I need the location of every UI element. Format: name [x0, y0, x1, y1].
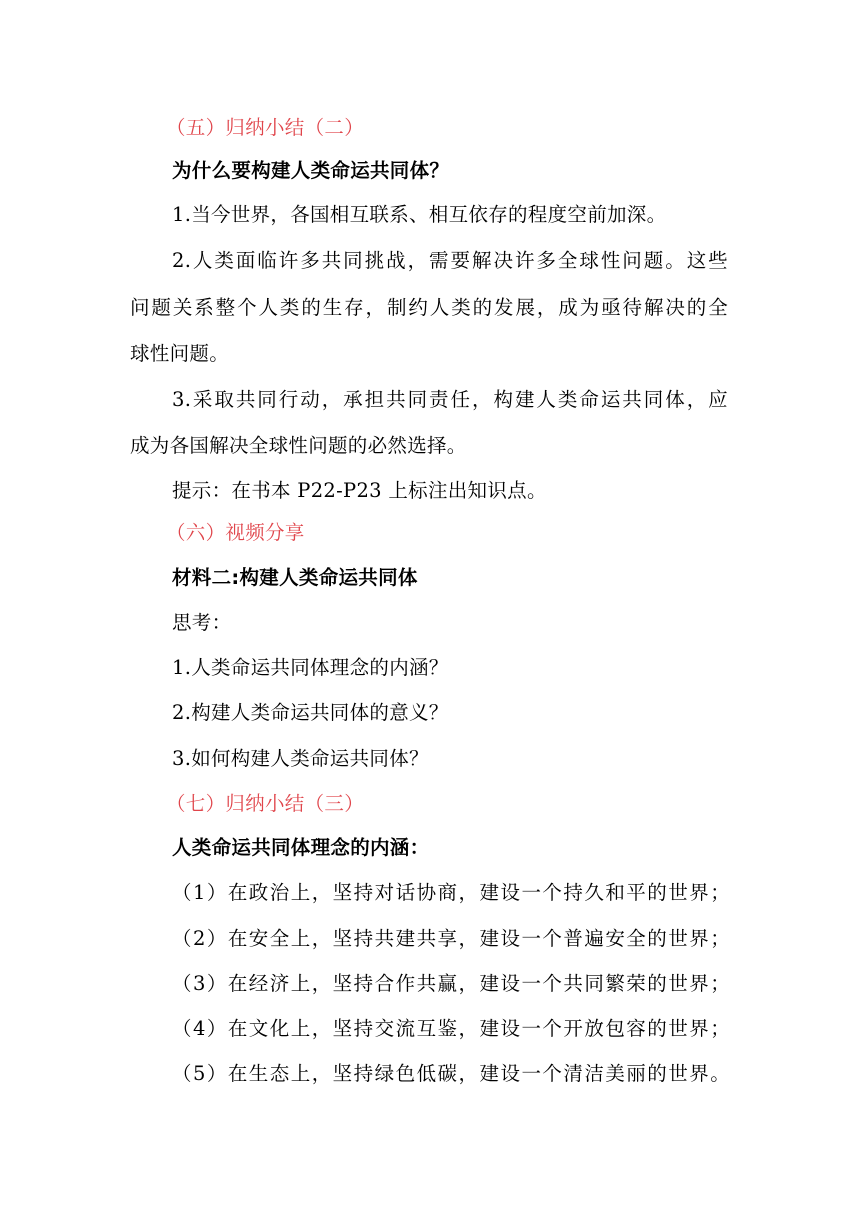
- connotation-item: （3）在经济上，坚持合作共赢，建设一个共同繁荣的世界；: [172, 972, 730, 995]
- paragraph-1: 1.当今世界，各国相互联系、相互依存的程度空前加深。: [172, 203, 667, 226]
- tip-text: 提示：在书本 P22-P23 上标注出知识点。: [172, 479, 547, 502]
- think-question-3: 3.如何构建人类命运共同体？: [172, 747, 429, 770]
- connotation-item: （1）在政治上，坚持对话协商，建设一个持久和平的世界；: [172, 881, 730, 904]
- think-question-2: 2.构建人类命运共同体的意义？: [172, 701, 449, 724]
- paragraph-3-line-2: 成为各国解决全球性问题的必然选择。: [130, 434, 467, 457]
- paragraph-2-line-1: 2.人类面临许多共同挑战，需要解决许多全球性问题。这些: [172, 249, 728, 272]
- connotation-item: （2）在安全上，坚持共建共享，建设一个普遍安全的世界；: [172, 927, 730, 950]
- think-question-1: 1.人类命运共同体理念的内涵？: [172, 656, 449, 679]
- connotation-item: （5）在生态上，坚持绿色低碳，建设一个清洁美丽的世界。: [172, 1062, 730, 1085]
- think-label: 思考：: [172, 611, 232, 634]
- section-heading-6: （六）视频分享: [166, 521, 305, 544]
- question-heading: 为什么要构建人类命运共同体？: [172, 159, 450, 182]
- section-heading-5: （五）归纳小结（二）: [166, 116, 365, 139]
- paragraph-2-line-2: 问题关系整个人类的生存，制约人类的发展，成为亟待解决的全: [130, 296, 728, 319]
- connotation-item: （4）在文化上，坚持交流互鉴，建设一个开放包容的世界；: [172, 1017, 730, 1040]
- section-heading-7: （七）归纳小结（三）: [166, 792, 365, 815]
- connotation-title: 人类命运共同体理念的内涵：: [172, 836, 430, 859]
- paragraph-3-line-1: 3.采取共同行动，承担共同责任，构建人类命运共同体，应: [172, 388, 728, 411]
- paragraph-2-line-3: 球性问题。: [130, 342, 230, 365]
- material-title: 材料二:构建人类命运共同体: [172, 566, 418, 589]
